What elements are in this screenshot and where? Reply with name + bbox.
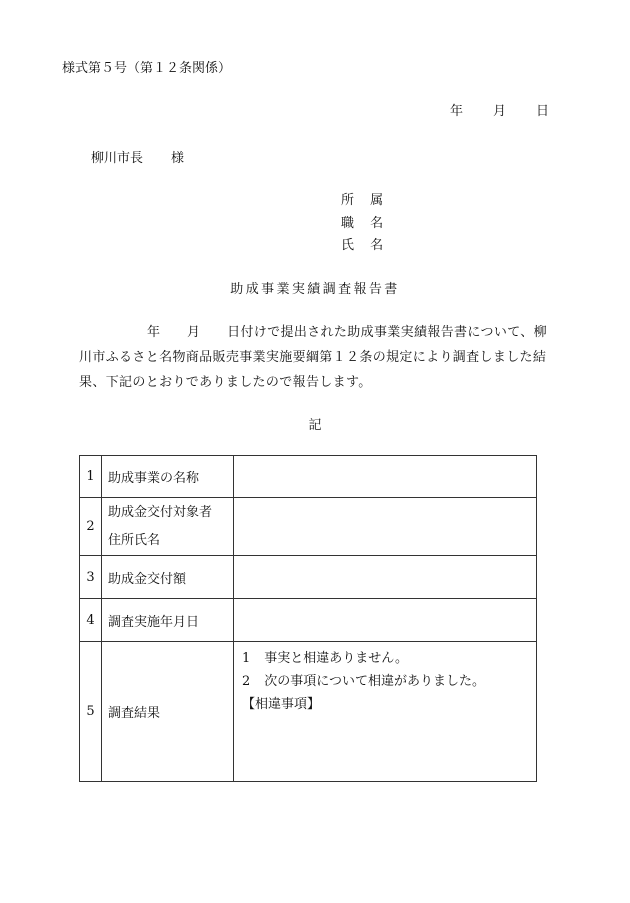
row-label-line1: 助成金交付対象者 (108, 504, 213, 520)
addressee-name: 柳川市長 (91, 151, 144, 166)
row-label-line2: 住所氏名 (108, 532, 161, 548)
sender-position-label: 職 名 (341, 215, 390, 231)
row-value (234, 556, 537, 599)
document-title: 助成事業実績調査報告書 (230, 282, 400, 297)
sender-affiliation-label: 所 属 (341, 193, 390, 208)
body-line-2: 川市ふるさと名物商品販売事業実施要綱第１２条の規定により調査しました結 (79, 350, 547, 365)
row-label: 助成金交付額 (102, 556, 234, 599)
table-row (80, 456, 537, 498)
row-label: 調査実施年月日 (102, 599, 234, 642)
row-number: 5 (80, 642, 102, 782)
row-number: 4 (80, 599, 102, 642)
row-value (234, 599, 537, 642)
sender-name-label: 氏 名 (341, 238, 390, 253)
row-label: 調査結果 (102, 642, 234, 782)
result-option-1-number: 1 (242, 651, 251, 666)
row-number: 1 (80, 456, 102, 498)
row-value (234, 456, 537, 498)
result-option-1-text: 事実と相違ありません。 (264, 651, 409, 666)
ki-heading: 記 (308, 418, 322, 433)
result-content (234, 642, 537, 782)
date-day-label: 日 (536, 104, 550, 119)
sender-block (341, 189, 389, 257)
addressee (91, 147, 184, 166)
result-option-2-text: 次の事項について相違がありました。 (264, 674, 486, 689)
row-label: 助成事業の名称 (102, 456, 234, 498)
row-number: 2 (80, 498, 102, 556)
form-number: 様式第５号（第１２条関係） (62, 61, 232, 76)
date-line (450, 100, 549, 119)
addressee-honorific: 様 (171, 151, 185, 166)
row-value (234, 498, 537, 556)
row-number: 3 (80, 556, 102, 599)
table-row (80, 642, 537, 782)
date-month-label: 月 (493, 104, 507, 119)
table-row (80, 556, 537, 599)
table-row (80, 498, 537, 556)
report-table (79, 455, 537, 782)
body-line-3: 果、下記のとおりでありましたので報告します。 (79, 375, 372, 390)
body-line-1: 年 月 日付けで提出された助成事業実績報告書について、柳 (147, 325, 547, 340)
table-row (80, 599, 537, 642)
date-year-label: 年 (450, 104, 464, 119)
difference-heading: 【相違事項】 (242, 697, 321, 712)
row-label (102, 498, 234, 556)
result-option-2 (242, 670, 536, 693)
result-option-2-number: 2 (242, 674, 251, 689)
body-paragraph (79, 320, 561, 395)
result-option-1 (242, 647, 536, 670)
